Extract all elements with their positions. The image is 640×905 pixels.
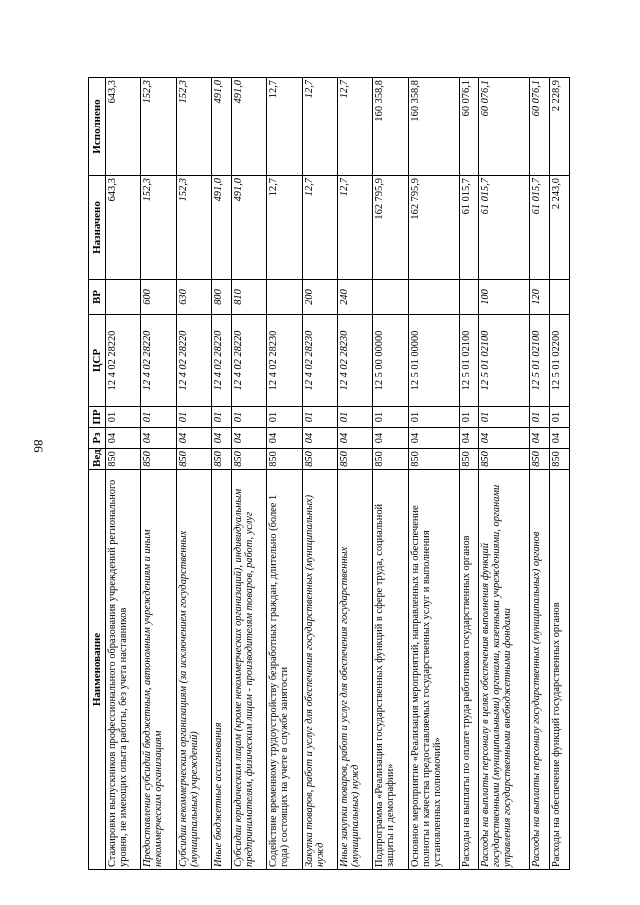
cell-csr: 12 5 01 02100	[530, 315, 550, 407]
cell-pr: 01	[479, 407, 530, 428]
cell-vr: 800	[212, 280, 232, 315]
table-row	[550, 78, 570, 870]
table-row	[141, 78, 176, 870]
cell-executed: 12,7	[302, 78, 337, 176]
cell-ved: 850	[408, 449, 459, 470]
cell-vr: 630	[176, 280, 211, 315]
cell-rz: 04	[212, 428, 232, 449]
cell-csr: 12 5 00 00000	[373, 315, 408, 407]
table-row	[373, 78, 408, 870]
cell-name: Иные закупки товаров, работ и услуг для обеспечения государственных (муниципальных) нужд	[337, 470, 372, 870]
cell-assigned: 152,3	[141, 176, 176, 280]
cell-ved: 850	[267, 449, 302, 470]
header-rz: Рз	[89, 428, 106, 449]
cell-executed: 643,3	[106, 78, 141, 176]
cell-pr: 01	[550, 407, 570, 428]
cell-ved: 850	[302, 449, 337, 470]
header-executed: Исполнено	[89, 78, 106, 176]
cell-name: Закупка товаров, работ и услуг для обеспечения государственных (муниципальных) нужд	[302, 470, 337, 870]
cell-rz: 04	[530, 428, 550, 449]
cell-name: Подпрограмма «Реализация государственных функций в сфере труда, социальной защиты и демографии»	[373, 470, 408, 870]
cell-executed: 60 076,1	[530, 78, 550, 176]
cell-name: Субсидии некоммерческим организациям (за исключением государственных (муниципальных) учреждений)	[176, 470, 211, 870]
cell-name: Предоставление субсидий бюджетным, автономным учреждениям и иным некоммерческим организациям	[141, 470, 176, 870]
cell-name: Субсидии юридическим лицам (кроме некоммерческих организаций), индивидуальным предпринимателям, физическим лицам - производителям товаров, работ, услуг	[231, 470, 266, 870]
cell-name: Расходы на выплаты по оплате труда работников государственных органов	[459, 470, 479, 870]
cell-pr: 01	[530, 407, 550, 428]
cell-rz: 04	[141, 428, 176, 449]
table-row	[479, 78, 530, 870]
cell-ved: 850	[530, 449, 550, 470]
cell-rz: 04	[373, 428, 408, 449]
rotated-table-container	[88, 78, 570, 870]
cell-ved: 850	[212, 449, 232, 470]
cell-vr: 600	[141, 280, 176, 315]
header-name: Наименование	[89, 470, 106, 870]
cell-ved: 850	[176, 449, 211, 470]
cell-vr	[106, 280, 141, 315]
cell-assigned: 61 015,7	[479, 176, 530, 280]
cell-vr: 200	[302, 280, 337, 315]
cell-assigned: 12,7	[267, 176, 302, 280]
cell-rz: 04	[479, 428, 530, 449]
cell-csr: 12 5 01 02100	[479, 315, 530, 407]
cell-assigned: 2 243,0	[550, 176, 570, 280]
cell-executed: 12,7	[337, 78, 372, 176]
cell-vr	[459, 280, 479, 315]
cell-assigned: 162 795,9	[373, 176, 408, 280]
cell-csr: 12 4 02 28220	[212, 315, 232, 407]
cell-rz: 04	[106, 428, 141, 449]
cell-pr: 01	[373, 407, 408, 428]
cell-csr: 12 5 01 02100	[459, 315, 479, 407]
cell-name: Расходы на выплаты персоналу в целях обеспечения выполнения функций государственными (муниципальными) органами, казенными учреждениями, органами управления государственными внебюджетными фондами	[479, 470, 530, 870]
cell-executed: 2 228,9	[550, 78, 570, 176]
cell-executed: 60 076,1	[459, 78, 479, 176]
header-ved: Вед	[89, 449, 106, 470]
cell-csr: 12 4 02 28230	[337, 315, 372, 407]
cell-assigned: 491,0	[231, 176, 266, 280]
cell-assigned: 643,3	[106, 176, 141, 280]
cell-executed: 12,7	[267, 78, 302, 176]
cell-executed: 160 358,8	[408, 78, 459, 176]
cell-rz: 04	[550, 428, 570, 449]
table-row	[176, 78, 211, 870]
table-row	[459, 78, 479, 870]
cell-assigned: 152,3	[176, 176, 211, 280]
cell-ved: 850	[373, 449, 408, 470]
page-number: 86	[31, 439, 46, 453]
table-row	[530, 78, 550, 870]
cell-csr: 12 5 01 00000	[408, 315, 459, 407]
cell-pr: 01	[459, 407, 479, 428]
cell-rz: 04	[408, 428, 459, 449]
cell-ved: 850	[231, 449, 266, 470]
cell-executed: 60 076,1	[479, 78, 530, 176]
cell-ved: 850	[479, 449, 530, 470]
header-row	[89, 78, 106, 870]
cell-csr: 12 5 01 02200	[550, 315, 570, 407]
cell-rz: 04	[459, 428, 479, 449]
cell-name: Иные бюджетные ассигнования	[212, 470, 232, 870]
cell-vr: 240	[337, 280, 372, 315]
cell-rz: 04	[231, 428, 266, 449]
budget-table	[88, 77, 570, 870]
cell-name: Основное мероприятие «Реализация мероприятий, направленных на обеспечение полноты и качества предоставляемых государственных услуг и выполнения установленных полномочий»	[408, 470, 459, 870]
cell-csr: 12 4 02 28230	[302, 315, 337, 407]
cell-executed: 491,0	[212, 78, 232, 176]
cell-executed: 152,3	[176, 78, 211, 176]
header-assigned: Назначено	[89, 176, 106, 280]
cell-pr: 01	[106, 407, 141, 428]
table-row	[337, 78, 372, 870]
cell-csr: 12 4 02 28220	[141, 315, 176, 407]
cell-vr	[267, 280, 302, 315]
cell-vr: 100	[479, 280, 530, 315]
cell-vr: 120	[530, 280, 550, 315]
header-pr: ПР	[89, 407, 106, 428]
cell-ved: 850	[106, 449, 141, 470]
cell-csr: 12 4 02 28230	[267, 315, 302, 407]
cell-pr: 01	[302, 407, 337, 428]
cell-pr: 01	[408, 407, 459, 428]
cell-assigned: 162 795,9	[408, 176, 459, 280]
cell-csr: 12 4 02 28220	[176, 315, 211, 407]
table-row	[212, 78, 232, 870]
cell-executed: 160 358,8	[373, 78, 408, 176]
cell-pr: 01	[176, 407, 211, 428]
cell-pr: 01	[141, 407, 176, 428]
table-row	[106, 78, 141, 870]
table-row	[231, 78, 266, 870]
cell-assigned: 12,7	[337, 176, 372, 280]
cell-executed: 491,0	[231, 78, 266, 176]
cell-rz: 04	[302, 428, 337, 449]
header-csr: ЦСР	[89, 315, 106, 407]
cell-rz: 04	[176, 428, 211, 449]
cell-name: Стажировки выпускников профессионального образования учреждений регионального уровня, не имеющих опыта работы, без учета наставников	[106, 470, 141, 870]
table-row	[302, 78, 337, 870]
cell-name: Расходы на выплаты персоналу государственных (муниципальных) органов	[530, 470, 550, 870]
cell-csr: 12 4 02 28220	[106, 315, 141, 407]
table-row	[267, 78, 302, 870]
cell-assigned: 61 015,7	[459, 176, 479, 280]
cell-pr: 01	[212, 407, 232, 428]
cell-executed: 152,3	[141, 78, 176, 176]
cell-vr: 810	[231, 280, 266, 315]
cell-csr: 12 4 02 28220	[231, 315, 266, 407]
cell-ved: 850	[141, 449, 176, 470]
header-vr: ВР	[89, 280, 106, 315]
cell-name: Содействие временному трудоустройству безработных граждан, длительно (более 1 года) состоящих на учете в службе занятости	[267, 470, 302, 870]
cell-ved: 850	[337, 449, 372, 470]
cell-vr	[373, 280, 408, 315]
cell-vr	[550, 280, 570, 315]
cell-rz: 04	[267, 428, 302, 449]
cell-rz: 04	[337, 428, 372, 449]
cell-assigned: 12,7	[302, 176, 337, 280]
cell-vr	[408, 280, 459, 315]
cell-assigned: 61 015,7	[530, 176, 550, 280]
cell-pr: 01	[231, 407, 266, 428]
cell-pr: 01	[337, 407, 372, 428]
cell-pr: 01	[267, 407, 302, 428]
cell-assigned: 491,0	[212, 176, 232, 280]
cell-ved: 850	[459, 449, 479, 470]
cell-name: Расходы на обеспечение функций государственных органов	[550, 470, 570, 870]
cell-ved: 850	[550, 449, 570, 470]
table-row	[408, 78, 459, 870]
